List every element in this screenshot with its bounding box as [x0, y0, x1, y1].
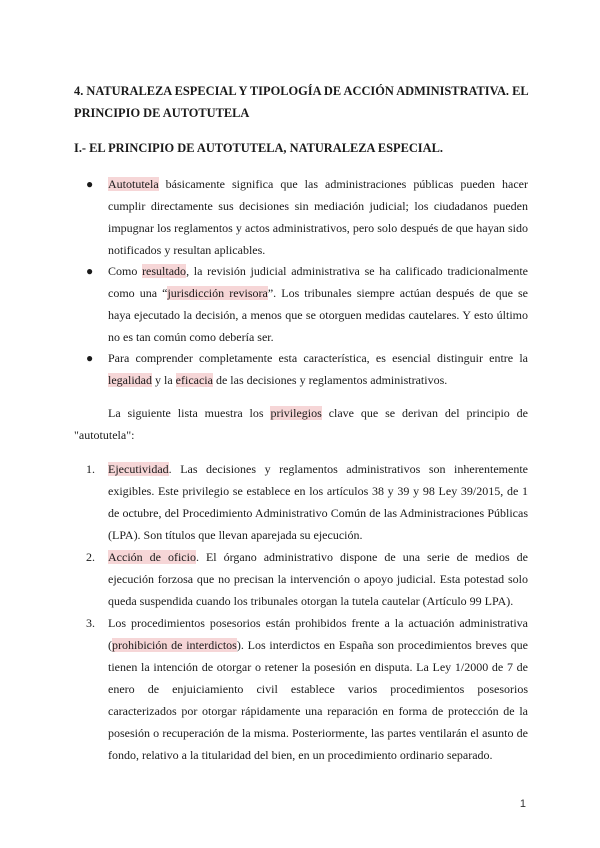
bullet-text: de las decisiones y reglamentos administrativos.: [212, 373, 448, 387]
highlighted-term: jurisdicción revisora: [167, 286, 268, 300]
bullet-text: Como: [108, 264, 143, 278]
document-title: 4. NATURALEZA ESPECIAL Y TIPOLOGÍA DE ACCIÓN ADMINISTRATIVA. EL PRINCIPIO DE AUTOTUTELA: [74, 84, 528, 120]
bullet-item: [108, 347, 528, 391]
bullet-text: , la revisión judicial administrativa se ha calificado tradicionalmente como una “: [108, 264, 528, 300]
bullet-text: básicamente significa que las administraciones públicas pueden hacer cumplir directamente sus decisiones sin mediación judicial; los ciudadanos pueden impugnar los reglamentos y actos administrativos, pero solo después de que hayan sido notificados y resultan aplicables.: [108, 177, 528, 257]
list-item-text: Los procedimientos posesorios están prohibidos frente a la actuación administrativa (: [108, 616, 528, 652]
list-item: [108, 458, 528, 546]
bullet-marker: ●: [86, 351, 94, 365]
bullet-marker: ●: [86, 177, 94, 191]
highlighted-term: privilegios: [270, 406, 322, 420]
highlighted-term: eficacia: [175, 373, 213, 387]
list-item-text: . Las decisiones y reglamentos administrativos son inherentemente exigibles. Este privilegio se establece en los artículos 38 y 39 y 98 Ley 39/2015, de 1 de octubre, del Procedimiento Administrativo Común de las Administraciones Públicas (LPA). Son títulos que llevan aparejada su ejecución.: [108, 462, 528, 542]
intro-text: La siguiente lista muestra los: [108, 406, 271, 420]
section-heading: I.- EL PRINCIPIO DE AUTOTUTELA, NATURALEZA ESPECIAL.: [74, 141, 443, 155]
list-item: [108, 546, 528, 612]
list-item: [108, 612, 528, 766]
list-number: 1.: [86, 462, 95, 476]
list-item-text: . El órgano administrativo dispone de una serie de medios de ejecución forzosa que no precisan la intervención o apoyo judicial. Esta potestad solo queda suspendida cuando los tribunales otorgan la tutela cautelar (Artículo 99 LPA).: [108, 550, 528, 608]
highlighted-term: legalidad: [108, 373, 152, 387]
bullet-text: y la: [151, 373, 176, 387]
highlighted-term: Autotutela: [108, 177, 159, 191]
bullet-text: ”. Los tribunales siempre actúan después de que se haya ejecutado la decisión, a menos que se otorguen medidas cautelares. Y esto último no es tan común como debería ser.: [108, 286, 528, 344]
highlighted-term: prohibición de interdictos: [112, 638, 237, 652]
intro-text: clave que se derivan del principio de "autotutela":: [74, 406, 529, 442]
bullet-item: [108, 260, 528, 348]
list-number: 2.: [86, 550, 95, 564]
bullet-item: [108, 173, 528, 261]
intro-paragraph: [74, 402, 528, 446]
highlighted-term: Ejecutividad: [108, 462, 169, 476]
highlighted-term: Acción de oficio: [108, 550, 196, 564]
list-number: 3.: [86, 616, 95, 630]
list-item-text: ). Los interdictos en España son procedimientos breves que tienen la intención de otorgar o retener la posesión en disputa. La Ley 1/2000 de 7 de enero de enjuiciamiento civil establece varios procedimientos posesorios caracterizados por otorgar rápidamente una reparación en forma de protección de la posesión o recuperación de la misma. Posteriormente, las partes ventilarán el asunto de fondo, relativo a la titularidad del bien, en un procedimiento ordinario separado.: [108, 638, 528, 762]
page-number: 1: [519, 798, 526, 810]
highlighted-term: resultado: [142, 264, 187, 278]
bullet-marker: ●: [86, 264, 94, 278]
bullet-text: Para comprender completamente esta característica, es esencial distinguir entre la: [108, 351, 528, 365]
